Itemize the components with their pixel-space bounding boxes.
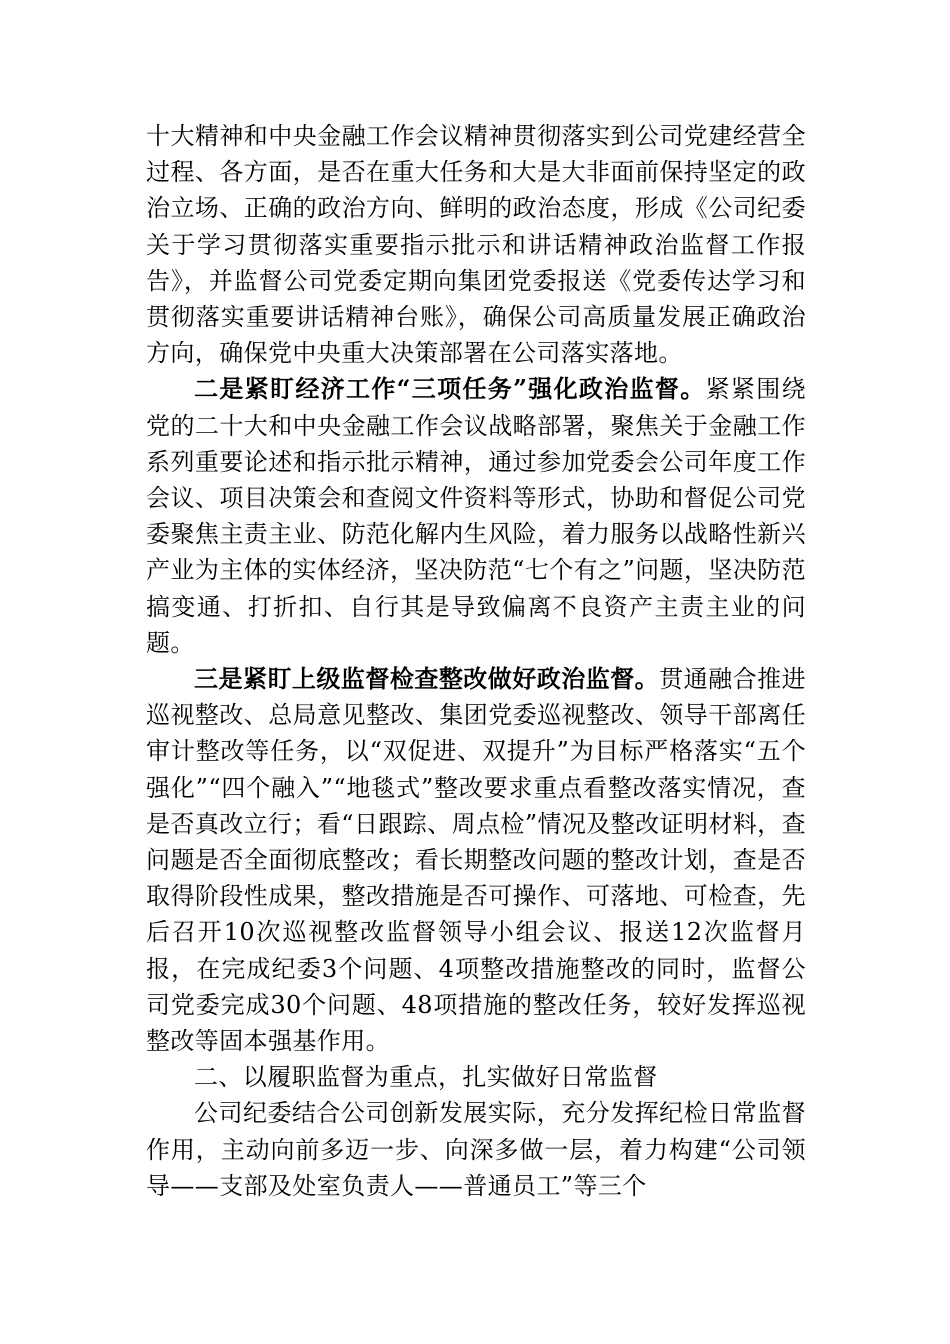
section-heading: 二、以履职监督为重点，扎实做好日常监督: [194, 1063, 658, 1092]
paragraph-text: 紧紧围绕党的二十大和中央金融工作会议战略部署，聚焦关于金融工作系列重要论述和指示批示精神，通过参加党委会公司年度工作会议、项目决策会和查阅文件资料等形式，协助和督促公司党委聚焦主责主业、防范化解内生风险，着力服务以战略性新兴产业为主体的实体经济，坚决防范“七个有之”问题，坚决防范搞变通、打折扣、自行其是导致偏离不良资产主责主业的问题。: [146, 375, 806, 657]
paragraph-continuation: [146, 118, 806, 371]
paragraph-inspection-rectification: [146, 661, 806, 1059]
paragraph-text: 十大精神和中央金融工作会议精神贯彻落实到公司党建经营全过程、各方面，是否在重大任务和大是大非面前保持坚定的政治立场、正确的政治方向、鲜明的政治态度，形成《公司纪委关于学习贯彻落实重要指示批示和讲话精神政治监督工作报告》，并监督公司党委定期向集团党委报送《党委传达学习和贯彻落实重要讲话精神台账》，确保公司高质量发展正确政治方向，确保党中央重大决策部署在公司落实落地。: [146, 122, 806, 368]
paragraph-daily-supervision: [146, 1095, 806, 1204]
paragraph-text: 贯通融合推进巡视整改、总局意见整改、集团党委巡视整改、领导干部离任审计整改等任务，以“双促进、双提升”为目标严格落实“五个强化”“四个融入”“地毯式”整改要求重点看整改落实情况，查是否真改立行；看“日跟踪、周点检”情况及整改证明材料，查问题是否全面彻底整改；看长期整改问题的整改计划，查是否取得阶段性成果，整改措施是否可操作、可落地、可检查，先后召开10次巡视整改监督领导小组会议、报送12次监督月报，在完成纪委3个问题、4项整改措施整改的同时，监督公司党委完成30个问题、48项措施的整改任务，较好发挥巡视整改等固本强基作用。: [146, 665, 806, 1056]
paragraph-text: 公司纪委结合公司创新发展实际，充分发挥纪检日常监督作用，主动向前多迈一步、向深多做一层，着力构建“公司领导——支部及处室负责人——普通员工”等三个: [146, 1099, 806, 1200]
document-page: [146, 118, 806, 1204]
paragraph-lead: 二是紧盯经济工作“三项任务”强化政治监督。: [194, 374, 706, 404]
paragraph-economic-work: [146, 371, 806, 661]
paragraph-lead: 三是紧盯上级监督检查整改做好政治监督。: [194, 664, 660, 694]
